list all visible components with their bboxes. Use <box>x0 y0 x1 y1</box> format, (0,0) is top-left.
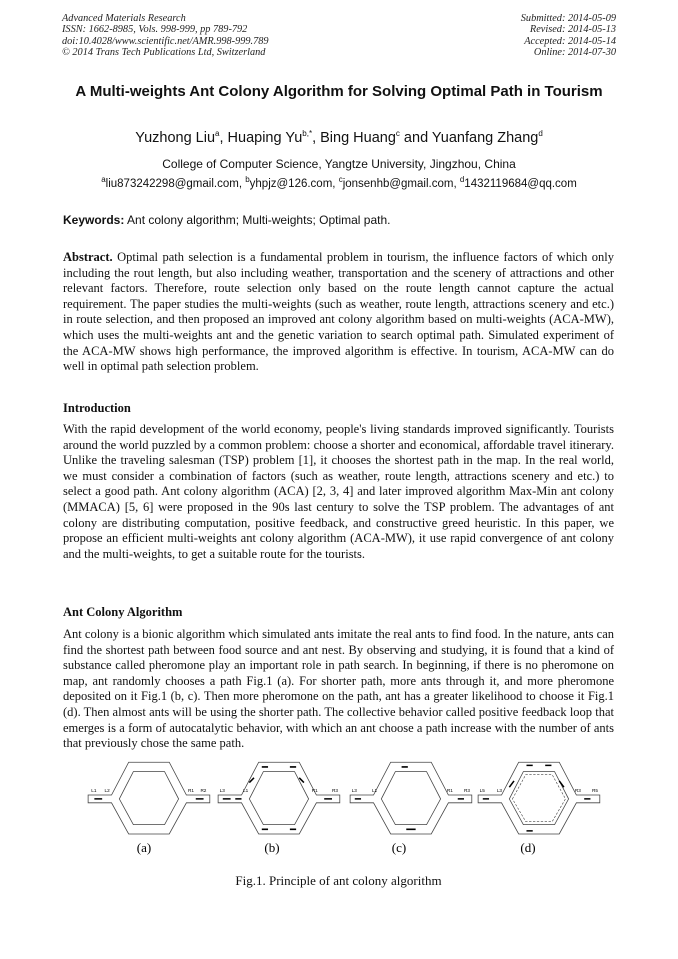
panel-a-diagram <box>88 762 210 834</box>
svg-text:L1: L1 <box>91 787 97 793</box>
author-sup: c <box>395 129 400 139</box>
email-sup: d <box>459 175 465 185</box>
section-heading-ant-colony: Ant Colony Algorithm <box>63 605 183 619</box>
author-name: Bing Huang <box>320 130 396 146</box>
svg-text:R1: R1 <box>446 787 453 793</box>
email-sep: , <box>238 178 246 190</box>
keywords <box>63 213 390 227</box>
svg-text:L3: L3 <box>351 787 357 793</box>
header-revised: Revised: 2014-05-13 <box>529 24 616 36</box>
author-sup: d <box>538 129 543 139</box>
affiliation: College of Computer Science, Yangtze University, Jingzhou, China <box>162 157 516 171</box>
svg-text:L3: L3 <box>496 787 503 793</box>
email-sep: , <box>332 178 339 190</box>
email-link[interactable]: 1432119684@qq.com <box>464 178 577 190</box>
svg-text:L5: L5 <box>479 787 485 793</box>
svg-text:R1: R1 <box>311 787 318 793</box>
panel-b-diagram <box>218 762 340 834</box>
author-name: Yuzhong Liu <box>135 130 216 146</box>
svg-text:R3: R3 <box>464 787 470 793</box>
author-sep: , <box>312 130 321 146</box>
figure-caption: Fig.1. Principle of ant colony algorithm <box>235 873 442 888</box>
author-sup: a <box>215 129 220 139</box>
figure-1 <box>85 760 605 855</box>
intro-paragraph: With the rapid development of the world economy, people's living standards improved significantly. Tourists around the world puzzled by a common problem: choose a shorter and economical, affordable travel itinerary. Unlike the traveling salesman (TSP) problem [1], it chooses the shortest path in the map. In the real world, we must consider a combination of factors (such as weather, route length, attractions scenery and etc.) to select a good path. Ant colony algorithm (ACA) [2, 3, 4] and later improved algorithm Max-Min ant colony (MMACA) [5, 6] were proposed in the 90s last century to solve the TSP problem. The advantages of ant colony are distributing computation, positive feedback, and constructive greed heuristic. In this paper, we propose an efficient multi-weights ant colony algorithm (ACA-MW), it use rapid convergence of ant colony and the multi-weights, to get a suitable route for the tourists. <box>63 422 614 561</box>
abstract-label: Abstract. <box>63 250 113 264</box>
email-list <box>60 175 618 190</box>
header-copyright: © 2014 Trans Tech Publications Ltd, Switzerland <box>62 47 266 59</box>
svg-text:L2: L2 <box>104 787 110 793</box>
svg-text:L1: L1 <box>371 787 378 793</box>
aca-paragraph: Ant colony is a bionic algorithm which simulated ants imitate the real ants to find food. In the nature, ants can find the shortest path between food source and ant nest. By observing and studying, it is found that a kind of substance called pheromone play an important role in path search. In beginning, if there is no pheromone on map, ant randomly chooses a path Fig.1 (a). For shorter path, more ants through it, and more pheromone deposited on it Fig.1 (b, c). Then more pheromone on the path, ant has a greater likelihood to choose it Fig.1 (d). Then almost ants will be using the shorter path. The collective behavior called positive feedback loop that emerges is a form of autocatalytic behavior, with which an ant choose a path increase with the number of ants that previously chose the same path. <box>63 627 614 751</box>
author-sep: , <box>219 130 228 146</box>
email-sup: a <box>101 175 106 185</box>
svg-text:L3: L3 <box>219 787 225 793</box>
paper-title: A Multi-weights Ant Colony Algorithm for Solving Optimal Path in Tourism <box>75 83 603 100</box>
header-doi: doi:10.4028/www.scientific.net/AMR.998-999.789 <box>62 35 269 47</box>
section-heading-introduction: Introduction <box>63 401 131 415</box>
svg-text:R2: R2 <box>200 787 207 793</box>
svg-text:R3: R3 <box>332 787 338 793</box>
author-sup: b,* <box>302 129 313 139</box>
author-sep: and <box>399 130 432 146</box>
email-link[interactable]: yhpjz@126.com <box>249 178 333 190</box>
svg-text:R5: R5 <box>592 787 598 793</box>
keywords-label: Keywords: <box>63 213 125 227</box>
panel-label-a: (a) <box>136 840 152 855</box>
header-issn: ISSN: 1662-8985, Vols. 998-999, pp 789-792 <box>62 24 248 36</box>
svg-text:R3: R3 <box>574 787 581 793</box>
header-submitted: Submitted: 2014-05-09 <box>520 13 616 24</box>
email-sep: , <box>453 178 460 190</box>
email-link[interactable]: jonsenhb@gmail.com <box>342 178 454 190</box>
header-accepted: Accepted: 2014-05-14 <box>524 35 616 47</box>
panel-label-b: (b) <box>264 840 280 855</box>
panel-c-diagram <box>350 762 472 834</box>
abstract-text: Optimal path selection is a fundamental problem in tourism, the influence factors of which only including the rout length, but also including weather, transportation and the scenery of attractions and other relevant factors. Therefore, route selection only based on the route length cannot capture the actual requirement. The paper studies the multi-weights (such as weather, route length, attractions scenery and etc.) in route selection, and then proposed an improved ant colony algorithm based on multi-weights (ACA-MW), which uses the multi-weights ant and the genetic variation to search optimal path. Simulated experiment of the ACA-MW shows high performance, the improved algorithm is effective. In tourism, ACA-MW can do well in optimal path selection problem. <box>63 250 614 374</box>
panel-label-c: (c) <box>391 840 407 855</box>
abstract <box>63 250 614 375</box>
panel-label-d: (d) <box>520 840 536 855</box>
email-link[interactable]: liu873242298@gmail.com <box>105 178 239 190</box>
email-sup: c <box>338 175 343 185</box>
journal-header-left <box>62 13 269 59</box>
keywords-text: Ant colony algorithm; Multi-weights; Optimal path. <box>124 213 391 227</box>
author-name: Huaping Yu <box>227 130 303 146</box>
author-list <box>60 130 618 146</box>
panel-d-diagram <box>478 762 600 834</box>
author-name: Yuanfang Zhang <box>431 130 539 146</box>
svg-text:R1: R1 <box>187 787 194 793</box>
header-journal: Advanced Materials Research <box>62 13 186 24</box>
email-sup: b <box>245 175 250 185</box>
header-online: Online: 2014-07-30 <box>533 47 616 59</box>
journal-header-right <box>521 13 616 59</box>
svg-text:L1: L1 <box>243 787 249 793</box>
